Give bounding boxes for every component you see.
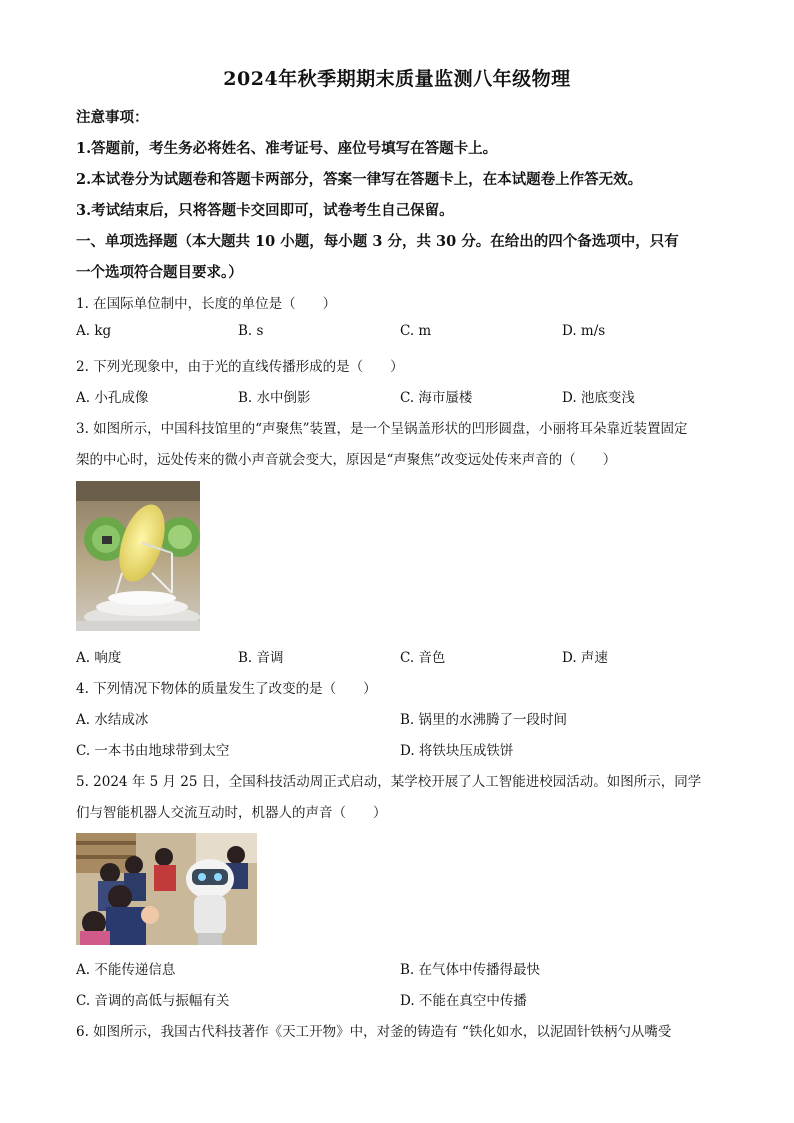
question-5-option-d: D. 不能在真空中传播 [400, 993, 527, 1009]
question-2-option-c: C. 海市蜃楼 [400, 390, 473, 406]
question-2-option-d: D. 池底变浅 [562, 390, 635, 406]
notice-heading: 注意事项： [76, 109, 149, 126]
question-2-option-a: A. 小孔成像 [76, 390, 149, 406]
question-3-stem-line1: 3. 如图所示，中国科技馆里的“声聚焦”装置，是一个呈锅盖形状的凹形圆盘，小丽将耳朵靠近装置固定 [76, 421, 688, 437]
question-1-option-d: D. m/s [562, 323, 606, 339]
question-5-option-b: B. 在气体中传播得最快 [400, 962, 541, 978]
question-4-option-b: B. 锅里的水沸腾了一段时间 [400, 712, 568, 728]
question-4-option-d: D. 将铁块压成铁饼 [400, 743, 514, 759]
sound-focus-device-photo [76, 481, 200, 631]
question-6-stem-line1: 6. 如图所示，我国古代科技著作《天工开物》中，对釜的铸造有 “铁化如水，以泥固针铁柄勺从嘴受 [76, 1024, 672, 1040]
section-heading-line1: 一、单项选择题（本大题共 10 小题，每小题 3 分，共 30 分。在给出的四个备选项中，只有 [76, 233, 679, 250]
question-2-option-b: B. 水中倒影 [238, 390, 311, 406]
question-4-option-a: A. 水结成冰 [76, 712, 149, 728]
question-1-option-b: B. s [238, 323, 264, 339]
notice-item-1: 1.答题前，考生务必将姓名、准考证号、座位号填写在答题卡上。 [76, 140, 498, 157]
question-3-stem-line2: 架的中心时，远处传来的微小声音就会变大，原因是“声聚焦”改变远处传来声音的（ ） [76, 452, 617, 468]
question-2-stem: 2. 下列光现象中，由于光的直线传播形成的是（ ） [76, 359, 404, 375]
question-5-option-c: C. 音调的高低与振幅有关 [76, 993, 230, 1009]
question-1-option-a: A. kg [76, 323, 112, 339]
notice-item-2: 2.本试卷分为试题卷和答题卡两部分，答案一律写在答题卡上，在本试题卷上作答无效。 [76, 171, 643, 188]
question-5-option-a: A. 不能传递信息 [76, 962, 176, 978]
question-3-option-d: D. 声速 [562, 650, 608, 666]
robot-interaction-photo [76, 833, 257, 945]
page-title: 2024年秋季期期末质量监测八年级物理 [223, 68, 571, 90]
section-heading-line2: 一个选项符合题目要求。） [76, 264, 243, 281]
question-3-option-b: B. 音调 [238, 650, 284, 666]
question-5-stem-line1: 5. 2024 年 5 月 25 日，全国科技活动周正式启动，某学校开展了人工智能进校园活动。如图所示，同学 [76, 774, 702, 790]
question-1-option-c: C. m [400, 323, 432, 339]
question-3-option-c: C. 音色 [400, 650, 446, 666]
notice-item-3: 3.考试结束后，只将答题卡交回即可，试卷考生自己保留。 [76, 202, 454, 219]
question-4-stem: 4. 下列情况下物体的质量发生了改变的是（ ） [76, 681, 377, 697]
question-1-stem: 1. 在国际单位制中，长度的单位是（ ） [76, 296, 337, 312]
question-3-option-a: A. 响度 [76, 650, 122, 666]
question-5-stem-line2: 们与智能机器人交流互动时，机器人的声音（ ） [76, 805, 387, 821]
question-4-option-c: C. 一本书由地球带到太空 [76, 743, 230, 759]
